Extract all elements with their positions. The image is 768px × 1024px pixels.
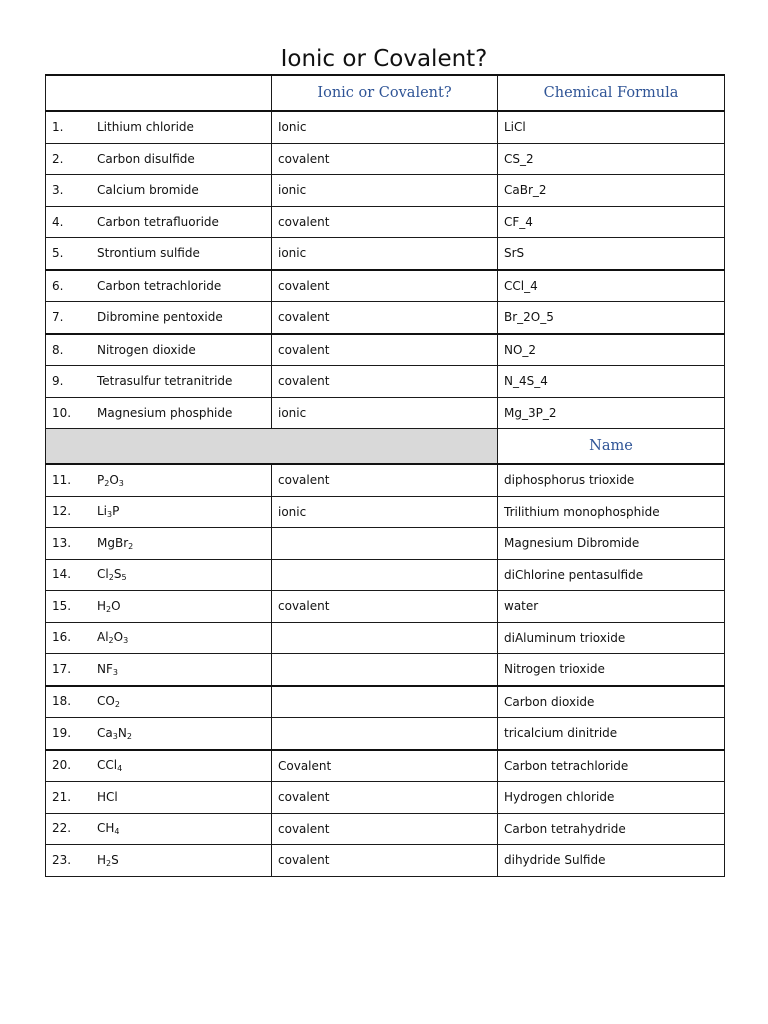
bond-type-cell[interactable]	[272, 845, 498, 877]
formula-cell	[46, 464, 272, 496]
grey-bar	[46, 429, 498, 465]
part1-body	[46, 111, 725, 429]
bond-type-cell[interactable]	[272, 206, 498, 238]
chemical-formula	[97, 821, 120, 836]
subscript: 3	[112, 731, 118, 741]
compound-cell	[46, 397, 272, 429]
formula-answer-cell[interactable]	[498, 238, 725, 270]
compound-name: Strontium sulfide	[97, 246, 200, 261]
bond-type-cell[interactable]	[272, 175, 498, 207]
compound-name-answer: Nitrogen trioxide	[504, 662, 605, 677]
header-blank-cell	[46, 75, 272, 111]
compound-cell	[46, 175, 272, 207]
table-row	[46, 334, 725, 366]
bond-type-cell[interactable]	[272, 559, 498, 591]
compound-name-answer: diChlorine pentasulfide	[504, 567, 644, 582]
compound-name-answer: diphosphorus trioxide	[504, 473, 635, 488]
row-number: 17.	[52, 661, 72, 676]
element-symbol: HCl	[97, 790, 118, 805]
row-number: 3.	[52, 183, 64, 198]
table-row	[46, 622, 725, 654]
table-row	[46, 591, 725, 623]
table-row	[46, 528, 725, 560]
row-number: 14.	[52, 567, 72, 582]
compound-name-answer: Carbon tetrahydride	[504, 821, 626, 836]
bond-type: covalent	[278, 853, 330, 868]
compound-cell	[46, 238, 272, 270]
chemical-formula	[97, 853, 119, 868]
compound-name: Nitrogen dioxide	[97, 342, 196, 357]
table-row	[46, 782, 725, 814]
bond-type: ionic	[278, 504, 307, 519]
bond-type: Covalent	[278, 758, 332, 773]
subscript: 2	[104, 478, 110, 488]
row-number: 12.	[52, 504, 72, 519]
bond-type-cell[interactable]	[272, 366, 498, 398]
name-answer-cell[interactable]	[498, 496, 725, 528]
element-symbol: NF	[97, 661, 113, 676]
subscript: 2	[126, 731, 132, 741]
row-number: 16.	[52, 630, 72, 645]
subscript: 3	[118, 478, 124, 488]
table-row	[46, 238, 725, 270]
formula-answer: SrS	[504, 246, 525, 261]
section-divider	[46, 429, 725, 465]
row-number: 15.	[52, 598, 72, 613]
compound-cell	[46, 302, 272, 334]
row-number: 23.	[52, 852, 72, 867]
formula-answer-cell[interactable]	[498, 366, 725, 398]
row-number: 6.	[52, 278, 64, 293]
formula-answer: N_4S_4	[504, 374, 548, 389]
bond-type-cell[interactable]	[272, 686, 498, 718]
bond-type: Ionic	[278, 120, 307, 135]
table-row	[46, 718, 725, 750]
chemical-formula	[97, 536, 133, 551]
compound-cell	[46, 206, 272, 238]
formula-cell	[46, 559, 272, 591]
formula-answer-cell[interactable]	[498, 206, 725, 238]
element-symbol: Al	[97, 630, 109, 645]
chemical-formula	[97, 790, 118, 804]
name-answer-cell[interactable]	[498, 813, 725, 845]
chemical-formula	[97, 758, 122, 773]
header-formula: Chemical Formula	[498, 75, 725, 111]
compound-name: Carbon disulfide	[97, 151, 195, 166]
compound-name-answer: tricalcium dinitride	[504, 726, 618, 741]
compound-name: Lithium chloride	[97, 120, 194, 135]
bond-type: covalent	[278, 821, 330, 836]
element-symbol: H	[97, 598, 107, 613]
formula-cell	[46, 591, 272, 623]
bond-type-cell[interactable]	[272, 397, 498, 429]
formula-cell	[46, 718, 272, 750]
subscript: 3	[123, 636, 129, 646]
formula-answer-cell[interactable]	[498, 270, 725, 302]
chemical-formula	[97, 726, 132, 741]
table-row	[46, 496, 725, 528]
compound-name-answer: Carbon tetrachloride	[504, 758, 629, 773]
compound-cell	[46, 111, 272, 143]
subscript: 4	[117, 764, 123, 774]
row-number: 21.	[52, 790, 72, 805]
bond-type: ionic	[278, 405, 307, 420]
row-number: 19.	[52, 725, 72, 740]
row-number: 1.	[52, 120, 64, 135]
table-row	[46, 750, 725, 782]
compound-name: Carbon tetrafluoride	[97, 214, 219, 229]
formula-answer-cell[interactable]	[498, 143, 725, 175]
bond-type: covalent	[278, 151, 330, 166]
section-row	[46, 429, 725, 465]
bond-type-cell[interactable]	[272, 334, 498, 366]
row-number: 18.	[52, 694, 72, 709]
compound-name-answer: Magnesium Dibromide	[504, 536, 640, 551]
bond-type: covalent	[278, 473, 330, 488]
compound-name: Tetrasulfur tetranitride	[97, 374, 233, 389]
subscript: 2	[106, 858, 112, 868]
element-symbol: Ca	[97, 725, 113, 740]
name-answer-cell[interactable]	[498, 782, 725, 814]
subscript: 2	[114, 700, 120, 710]
compound-cell	[46, 334, 272, 366]
bond-type-cell[interactable]	[272, 718, 498, 750]
row-number: 2.	[52, 151, 64, 166]
row-number: 7.	[52, 310, 64, 325]
formula-cell	[46, 622, 272, 654]
table-row	[46, 813, 725, 845]
bond-type: covalent	[278, 310, 330, 325]
chemical-formula	[97, 694, 120, 709]
element-symbol: O	[109, 472, 119, 487]
formula-cell	[46, 496, 272, 528]
table-row	[46, 302, 725, 334]
bond-type-cell[interactable]	[272, 782, 498, 814]
element-symbol: Li	[97, 504, 108, 519]
formula-cell	[46, 686, 272, 718]
chemical-formula	[97, 599, 121, 614]
formula-answer: NO_2	[504, 342, 537, 357]
formula-answer-cell[interactable]	[498, 397, 725, 429]
subscript: 2	[106, 604, 112, 614]
bond-type: covalent	[278, 599, 330, 614]
row-number: 4.	[52, 214, 64, 229]
element-symbol: S	[113, 567, 122, 582]
compound-name-answer: dihydride Sulfide	[504, 853, 606, 868]
table-row	[46, 397, 725, 429]
table-row	[46, 559, 725, 591]
formula-cell	[46, 654, 272, 686]
bond-type: covalent	[278, 374, 330, 389]
element-symbol: O	[113, 630, 124, 645]
row-number: 20.	[52, 758, 72, 773]
bond-type: covalent	[278, 790, 330, 805]
row-number: 13.	[52, 535, 72, 550]
chemical-formula	[97, 473, 124, 488]
name-answer-cell[interactable]	[498, 591, 725, 623]
subscript: 2	[108, 573, 114, 583]
table-row	[46, 206, 725, 238]
table-row	[46, 654, 725, 686]
bond-type: covalent	[278, 214, 330, 229]
table-row	[46, 175, 725, 207]
bond-type-cell[interactable]	[272, 813, 498, 845]
bond-type-cell[interactable]	[272, 654, 498, 686]
formula-cell	[46, 782, 272, 814]
part2-body	[46, 464, 725, 876]
bond-type: covalent	[278, 342, 330, 357]
formula-answer: Mg_3P_2	[504, 405, 557, 420]
formula-answer: CS_2	[504, 151, 534, 166]
subscript: 3	[112, 667, 118, 677]
bond-type: covalent	[278, 278, 330, 293]
bond-type-cell[interactable]	[272, 464, 498, 496]
bond-type-cell[interactable]	[272, 302, 498, 334]
element-symbol: CO	[97, 694, 115, 709]
table-row	[46, 143, 725, 175]
formula-cell	[46, 845, 272, 877]
formula-answer-cell[interactable]	[498, 302, 725, 334]
element-symbol: N	[117, 725, 127, 740]
bond-type-cell[interactable]	[272, 496, 498, 528]
row-number: 8.	[52, 342, 64, 357]
element-symbol: CCl	[97, 758, 118, 773]
name-answer-cell[interactable]	[498, 686, 725, 718]
compound-name-answer: Trilithium monophosphide	[504, 504, 660, 519]
element-symbol: Cl	[97, 567, 109, 582]
chemical-formula	[97, 567, 127, 582]
row-number: 9.	[52, 374, 64, 389]
row-number: 22.	[52, 821, 72, 836]
formula-answer: CaBr_2	[504, 183, 547, 198]
formula-answer: CF_4	[504, 214, 533, 229]
table-row	[46, 111, 725, 143]
header-type: Ionic or Covalent?	[272, 75, 498, 111]
chemical-formula	[97, 504, 119, 519]
element-symbol: CH	[97, 821, 115, 836]
table-row	[46, 845, 725, 877]
compound-name: Dibromine pentoxide	[97, 310, 223, 325]
subscript: 3	[107, 510, 113, 520]
name-answer-cell[interactable]	[498, 622, 725, 654]
formula-answer: LiCl	[504, 120, 526, 135]
compound-name: Magnesium phosphide	[97, 405, 233, 420]
table-row	[46, 686, 725, 718]
chemical-formula	[97, 630, 128, 645]
worksheet-table	[45, 74, 725, 877]
subscript: 2	[128, 541, 134, 551]
bond-type-cell[interactable]	[272, 111, 498, 143]
element-symbol: H	[97, 852, 107, 867]
chemical-formula	[97, 662, 118, 677]
compound-name: Carbon tetrachloride	[97, 278, 222, 293]
compound-name-answer: diAluminum trioxide	[504, 630, 626, 645]
table-row	[46, 366, 725, 398]
formula-answer: CCl_4	[504, 278, 538, 293]
header-name: Name	[498, 429, 725, 465]
row-number: 10.	[52, 405, 72, 420]
bond-type-cell[interactable]	[272, 270, 498, 302]
element-symbol: MgBr	[97, 535, 129, 550]
row-number: 11.	[52, 472, 72, 487]
bond-type-cell[interactable]	[272, 528, 498, 560]
compound-name: Calcium bromide	[97, 183, 199, 198]
bond-type-cell[interactable]	[272, 750, 498, 782]
name-answer-cell[interactable]	[498, 528, 725, 560]
name-answer-cell[interactable]	[498, 464, 725, 496]
formula-cell	[46, 528, 272, 560]
bond-type: ionic	[278, 246, 307, 261]
row-number: 5.	[52, 246, 64, 261]
formula-cell	[46, 750, 272, 782]
name-answer-cell[interactable]	[498, 559, 725, 591]
formula-cell	[46, 813, 272, 845]
bond-type-cell[interactable]	[272, 143, 498, 175]
formula-answer-cell[interactable]	[498, 334, 725, 366]
compound-name-answer: Hydrogen chloride	[504, 790, 615, 805]
element-symbol: P	[112, 504, 120, 519]
formula-answer-cell[interactable]	[498, 111, 725, 143]
compound-cell	[46, 143, 272, 175]
table-row	[46, 270, 725, 302]
compound-name-answer: water	[504, 599, 539, 614]
subscript: 5	[121, 573, 127, 583]
formula-answer-cell[interactable]	[498, 175, 725, 207]
compound-cell	[46, 270, 272, 302]
name-answer-cell[interactable]	[498, 750, 725, 782]
element-symbol: S	[111, 852, 119, 867]
formula-answer: Br_2O_5	[504, 310, 554, 325]
header-row	[46, 75, 725, 111]
bond-type-cell[interactable]	[272, 238, 498, 270]
table-row	[46, 464, 725, 496]
subscript: 2	[108, 636, 114, 646]
bond-type-cell[interactable]	[272, 591, 498, 623]
bond-type: ionic	[278, 183, 307, 198]
subscript: 4	[114, 827, 120, 837]
compound-name-answer: Carbon dioxide	[504, 694, 595, 709]
name-answer-cell[interactable]	[498, 654, 725, 686]
element-symbol: P	[97, 472, 105, 487]
page-title: Ionic or Covalent?	[280, 46, 488, 72]
element-symbol: O	[111, 598, 121, 613]
compound-cell	[46, 366, 272, 398]
bond-type-cell[interactable]	[272, 622, 498, 654]
name-answer-cell[interactable]	[498, 718, 725, 750]
name-answer-cell[interactable]	[498, 845, 725, 877]
